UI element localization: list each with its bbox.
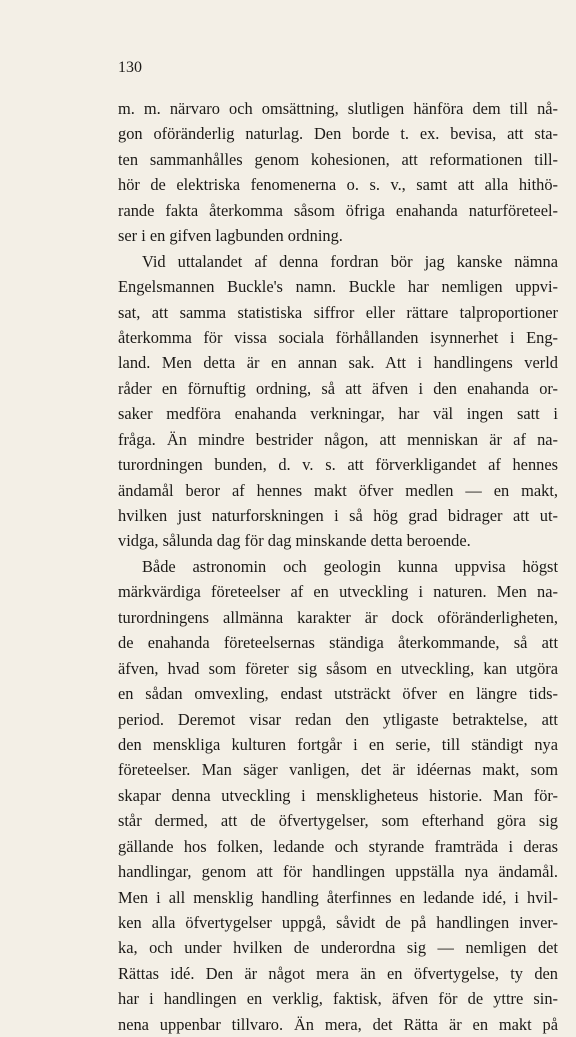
text-line: ser i en gifven lagbunden ordning.	[118, 226, 343, 246]
text-line: Rättas idé. Den är något mera än en öfvertygelse, ty den	[118, 963, 558, 983]
text-line: period. Deremot visar redan den ytligaste betraktelse, att	[118, 709, 558, 729]
text-line: rande fakta återkomma såsom öfriga enahanda naturföreteel-	[118, 200, 558, 220]
text-line: ka, och under hvilken de underordna sig — nemligen det	[118, 938, 558, 958]
text-line: handlingar, genom att för handlingen uppställa nya ändamål.	[118, 862, 558, 882]
text-line: Vid uttalandet af denna fordran bör jag kanske nämna	[142, 251, 558, 271]
text-line: Både astronomin och geologin kunna uppvisa högst	[142, 556, 558, 576]
text-line: Men i all mensklig handling återfinnes en ledande idé, i hvil-	[118, 887, 558, 907]
text-line: återkomma för vissa sociala förhållanden isynnerhet i Eng-	[118, 327, 558, 347]
text-line: saker medföra enahanda verkningar, har väl ingen satt i	[118, 404, 558, 424]
text-line: ten sammanhålles genom kohesionen, att reformationen till-	[118, 149, 558, 169]
text-line: nena uppenbar tillvaro. Än mera, det Rätta är en makt på	[118, 1014, 558, 1034]
text-line: land. Men detta är en annan sak. Att i handlingens verld	[118, 353, 558, 373]
text-line: skapar denna utveckling i menskligheteus historie. Man för-	[118, 785, 558, 805]
body-text	[118, 96, 558, 1037]
text-line: sat, att samma statistiska siffror eller rättare talproportioner	[118, 302, 558, 322]
text-line: gällande hos folken, ledande och styrande framträda i deras	[118, 836, 558, 856]
text-line: gon oföränderlig naturlag. Den borde t. ex. bevisa, att sta-	[118, 124, 558, 144]
text-line: en sådan omvexling, endast utsträckt öfver en längre tids-	[118, 684, 558, 704]
text-line: råder en förnuftig ordning, så att äfven i den enahanda or-	[118, 378, 558, 398]
text-line: vidga, sålunda dag för dag minskande detta beroende.	[118, 531, 471, 551]
text-line: Engelsmannen Buckle's namn. Buckle har nemligen uppvi-	[118, 277, 558, 297]
text-line: ändamål beror af hennes makt öfver medlen — en makt,	[118, 480, 558, 500]
text-line: företeelser. Man säger vanligen, det är idéernas makt, som	[118, 760, 558, 780]
text-line: turordningens allmänna karakter är dock oföränderligheten,	[118, 607, 558, 627]
text-line: m. m. närvaro och omsättning, slutligen hänföra dem till nå-	[118, 99, 558, 118]
text-line: fråga. Än mindre bestrider någon, att menniskan är af na-	[118, 429, 558, 449]
text-line: ken alla öfvertygelser uppgå, såvidt de på handlingen inver-	[118, 913, 558, 932]
text-line: hvilken just naturforskningen i så hög grad bidrager att ut-	[118, 506, 558, 525]
text-line: de enahanda företeelsernas ständiga återkommande, så att	[118, 633, 558, 653]
text-line: turordningen bunden, d. v. s. att förverkligandet af hennes	[118, 455, 558, 475]
page-number: 130	[118, 59, 142, 76]
text-line: den menskliga kulturen fortgår i en serie, till ständigt nya	[118, 734, 558, 754]
text-line: har i handlingen en verklig, faktisk, äfven för de yttre sin-	[118, 989, 558, 1009]
text-line: hör de elektriska fenomenerna o. s. v., samt att alla hithö-	[118, 175, 558, 195]
text-line: står dermed, att de öfvertygelser, som efterhand göra sig	[118, 811, 558, 831]
text-line: märkvärdiga företeelser af en utveckling i naturen. Men na-	[118, 582, 558, 602]
text-line: äfven, hvad som företer sig såsom en utveckling, kan utgöra	[118, 658, 558, 678]
